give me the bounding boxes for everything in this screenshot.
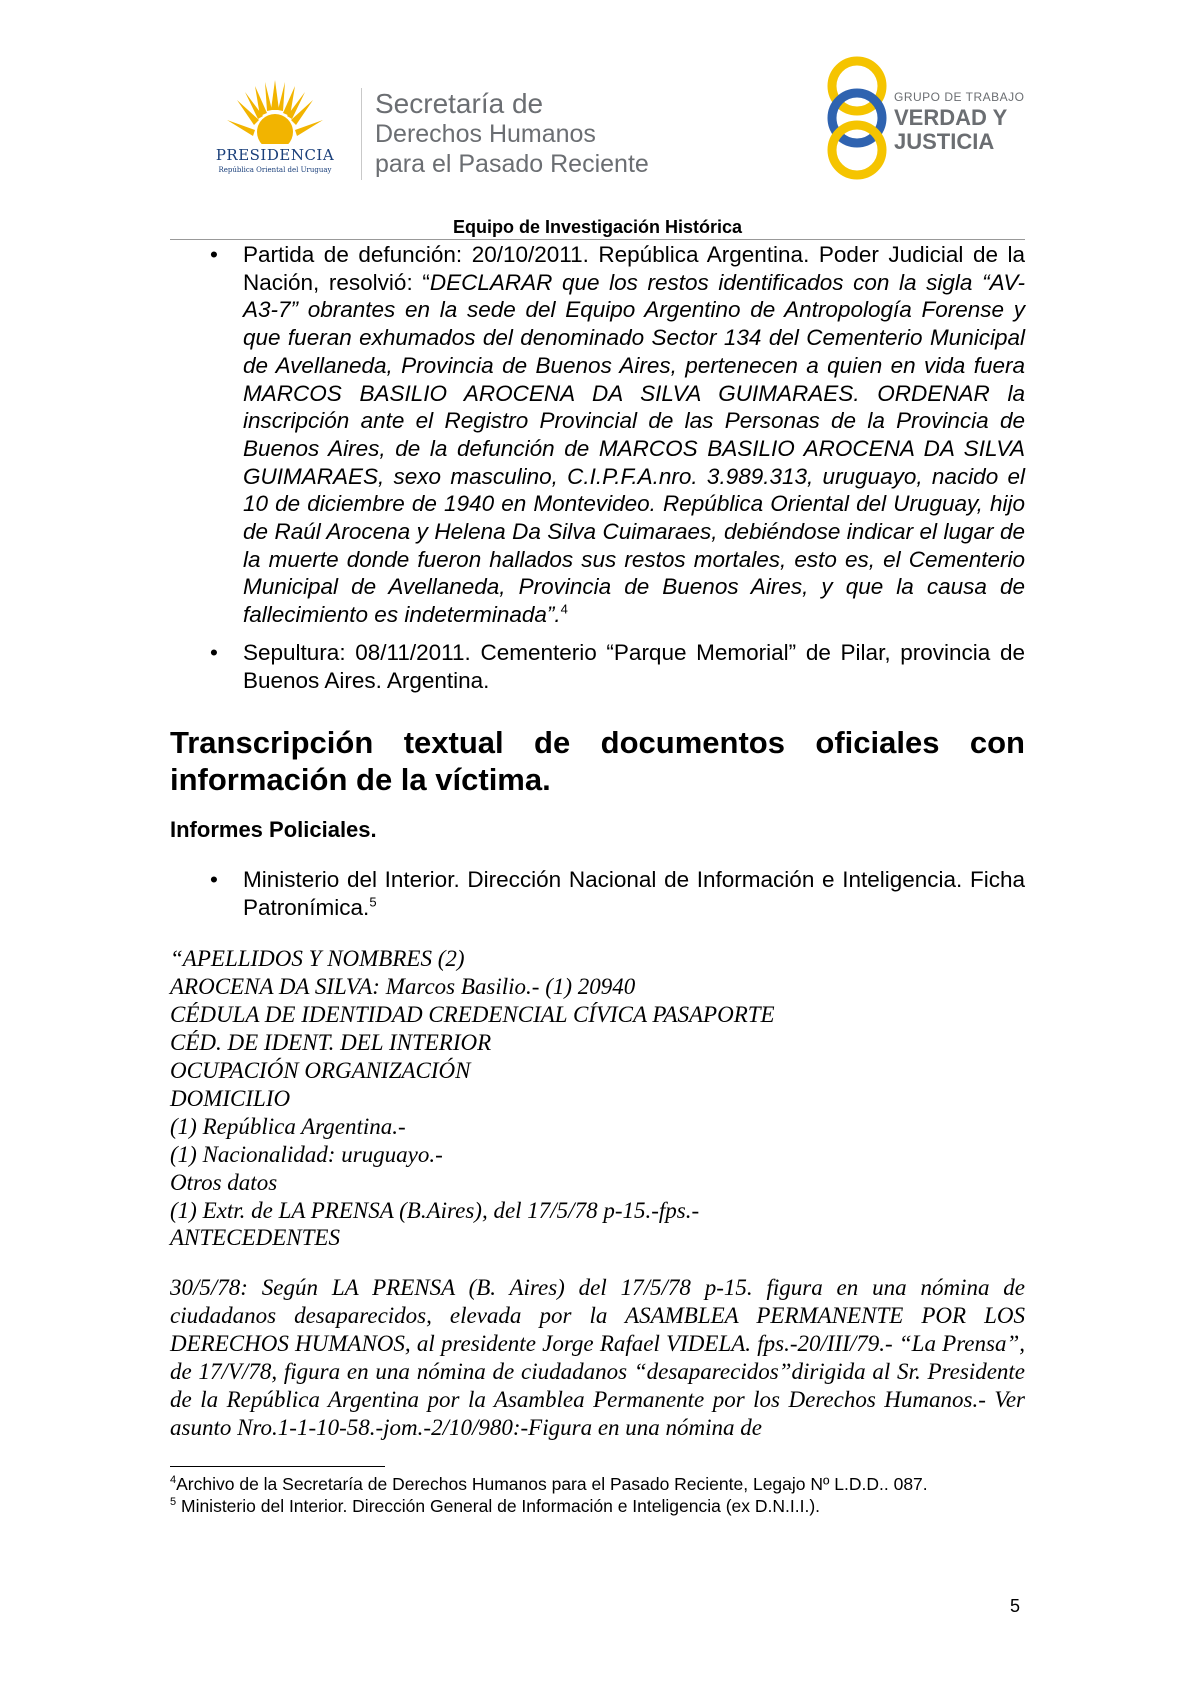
bullet-icon: • bbox=[210, 242, 218, 267]
footnotes bbox=[170, 1473, 1025, 1517]
page-number: 5 bbox=[1010, 1596, 1021, 1616]
bullet-icon: • bbox=[210, 866, 218, 892]
ficha-patronimica bbox=[170, 945, 1025, 1252]
footnote-ref-5: 5 bbox=[369, 894, 377, 910]
sepultura-text: Sepultura: 08/11/2011. Cementerio “Parque Memorial” de Pilar, provincia de Buenos Aires. Argentina. bbox=[243, 639, 1025, 693]
header-rule bbox=[170, 239, 1025, 240]
ficha-line: AROCENA DA SILVA: Marcos Basilio.- (1) 20940 bbox=[170, 974, 636, 1000]
presidencia-name: PRESIDENCIA bbox=[215, 146, 335, 164]
footnote-number: 4 bbox=[170, 1474, 177, 1487]
antecedentes-paragraph: 30/5/78: Según LA PRENSA (B. Aires) del 17/5/78 p-15. figura en una nómina de ciudadanos desaparecidos, elevada por la ASAMBLEA PERMANENTE POR LOS DERECHOS HUMANOS, al presidente Jorge Rafael VIDELA. fps.-20/III/79.- “La Prensa”, de 17/V/78, figura en una nómina de ciudadanos “desaparecidos”dirigida al Sr. Presidente de la República Argentina por la Asamblea Permanente por los Derechos Humanos.- Ver asunto Nro.1-1-10-58.-jom.-2/10/980:-Figura en una nómina de bbox=[170, 1275, 1025, 1440]
ficha-line: DOMICILIO bbox=[170, 1085, 291, 1111]
bullet-icon: • bbox=[210, 639, 218, 665]
footnote-text: Ministerio del Interior. Dirección General de Información e Inteligencia (ex D.N.I.I.). bbox=[176, 1496, 821, 1516]
ministerio-text: Ministerio del Interior. Dirección Nacional de Información e Inteligencia. Ficha Patronímica. bbox=[243, 866, 1025, 920]
footnote-number: 5 bbox=[170, 1496, 177, 1509]
grupo-trabajo-label: GRUPO DE TRABAJO bbox=[894, 90, 1025, 104]
ficha-line: CÉDULA DE IDENTIDAD CREDENCIAL CÍVICA PASAPORTE bbox=[170, 1002, 775, 1028]
ficha-line: “APELLIDOS Y NOMBRES (2) bbox=[170, 946, 465, 972]
bullet-list-informes bbox=[170, 866, 1025, 921]
rings-icon bbox=[822, 56, 892, 181]
footnote-4 bbox=[170, 1473, 1025, 1495]
presidencia-logo bbox=[195, 80, 355, 180]
presidencia-subtitle: República Oriental del Uruguay bbox=[218, 166, 332, 174]
secretaria-line-1: Secretaría de bbox=[375, 88, 544, 119]
header-divider bbox=[361, 88, 362, 180]
secretaria-line-2: Derechos Humanos bbox=[375, 120, 596, 148]
footnote-rule bbox=[170, 1466, 385, 1467]
ficha-line: ANTECEDENTES bbox=[170, 1225, 340, 1251]
list-item-ministerio bbox=[170, 866, 1025, 921]
team-title: Equipo de Investigación Histórica bbox=[452, 217, 743, 237]
ficha-line: (1) República Argentina.- bbox=[170, 1113, 406, 1139]
justicia-label: JUSTICIA bbox=[894, 129, 995, 154]
list-item-partida bbox=[170, 241, 1025, 629]
ficha-line: (1) Extr. de LA PRENSA (B.Aires), del 17/5/78 p-15.-fps.- bbox=[170, 1197, 700, 1223]
verdad-justicia-logo bbox=[822, 56, 1025, 181]
partida-resolution: DECLARAR que los restos identificados con la sigla “AV-A3-7” obrantes en la sede del Equipo Argentino de Antropología Forense y que fueran exhumados del denominado Sector 134 del Cementerio Municipal de Avellaneda, Provincia de Buenos Aires, pertenecen a quien en vida fuera MARCOS BASILIO AROCENA DA SILVA GUIMARAES. ORDENAR la inscripción ante el Registro Provincial de las Personas de la Provincia de Buenos Aires, de la defunción de MARCOS BASILIO AROCENA DA SILVA GUIMARAES, sexo masculino, C.I.P.F.A.nro. 3.989.313, uruguayo, nacido el 10 de diciembre de 1940 en Montevideo. República Oriental del Uruguay, hijo de Raúl Arocena y Helena Da Silva Cuimaraes, debiéndose indicar el lugar de la muerte donde fueron hallados sus restos mortales, esto es, el Cementerio Municipal de Avellaneda, Provincia de Buenos Aires, y que la causa de fallecimiento es indeterminada”. bbox=[243, 269, 1025, 628]
sun-icon bbox=[225, 80, 325, 150]
list-item-sepultura bbox=[170, 639, 1025, 694]
partida-lead: Partida de defunción: 20/10/2011. República Argentina. Poder Judicial de la Nación, resolvió: “ bbox=[243, 242, 1025, 295]
bullet-list-death bbox=[170, 241, 1025, 694]
secretaria-line-3: para el Pasado Reciente bbox=[375, 150, 649, 178]
footnote-5 bbox=[170, 1495, 1025, 1517]
subsection-heading: Informes Policiales. bbox=[170, 817, 377, 843]
section-heading: Transcripción textual de documentos oficiales con información de la víctima. bbox=[170, 725, 1025, 798]
ficha-line: Otros datos bbox=[170, 1169, 278, 1195]
document-body bbox=[170, 241, 1025, 1442]
secretaria-title bbox=[375, 89, 649, 179]
ficha-line: OCUPACIÓN ORGANIZACIÓN bbox=[170, 1057, 471, 1083]
ficha-line: CÉD. DE IDENT. DEL INTERIOR bbox=[170, 1030, 492, 1056]
verdad-label: VERDAD Y bbox=[894, 105, 1008, 130]
footnote-ref-4: 4 bbox=[560, 601, 568, 617]
ficha-line: (1) Nacionalidad: uruguayo.- bbox=[170, 1141, 443, 1167]
footnote-text: Archivo de la Secretaría de Derechos Humanos para el Pasado Reciente, Legajo Nº L.D.D.. 087. bbox=[176, 1474, 928, 1494]
